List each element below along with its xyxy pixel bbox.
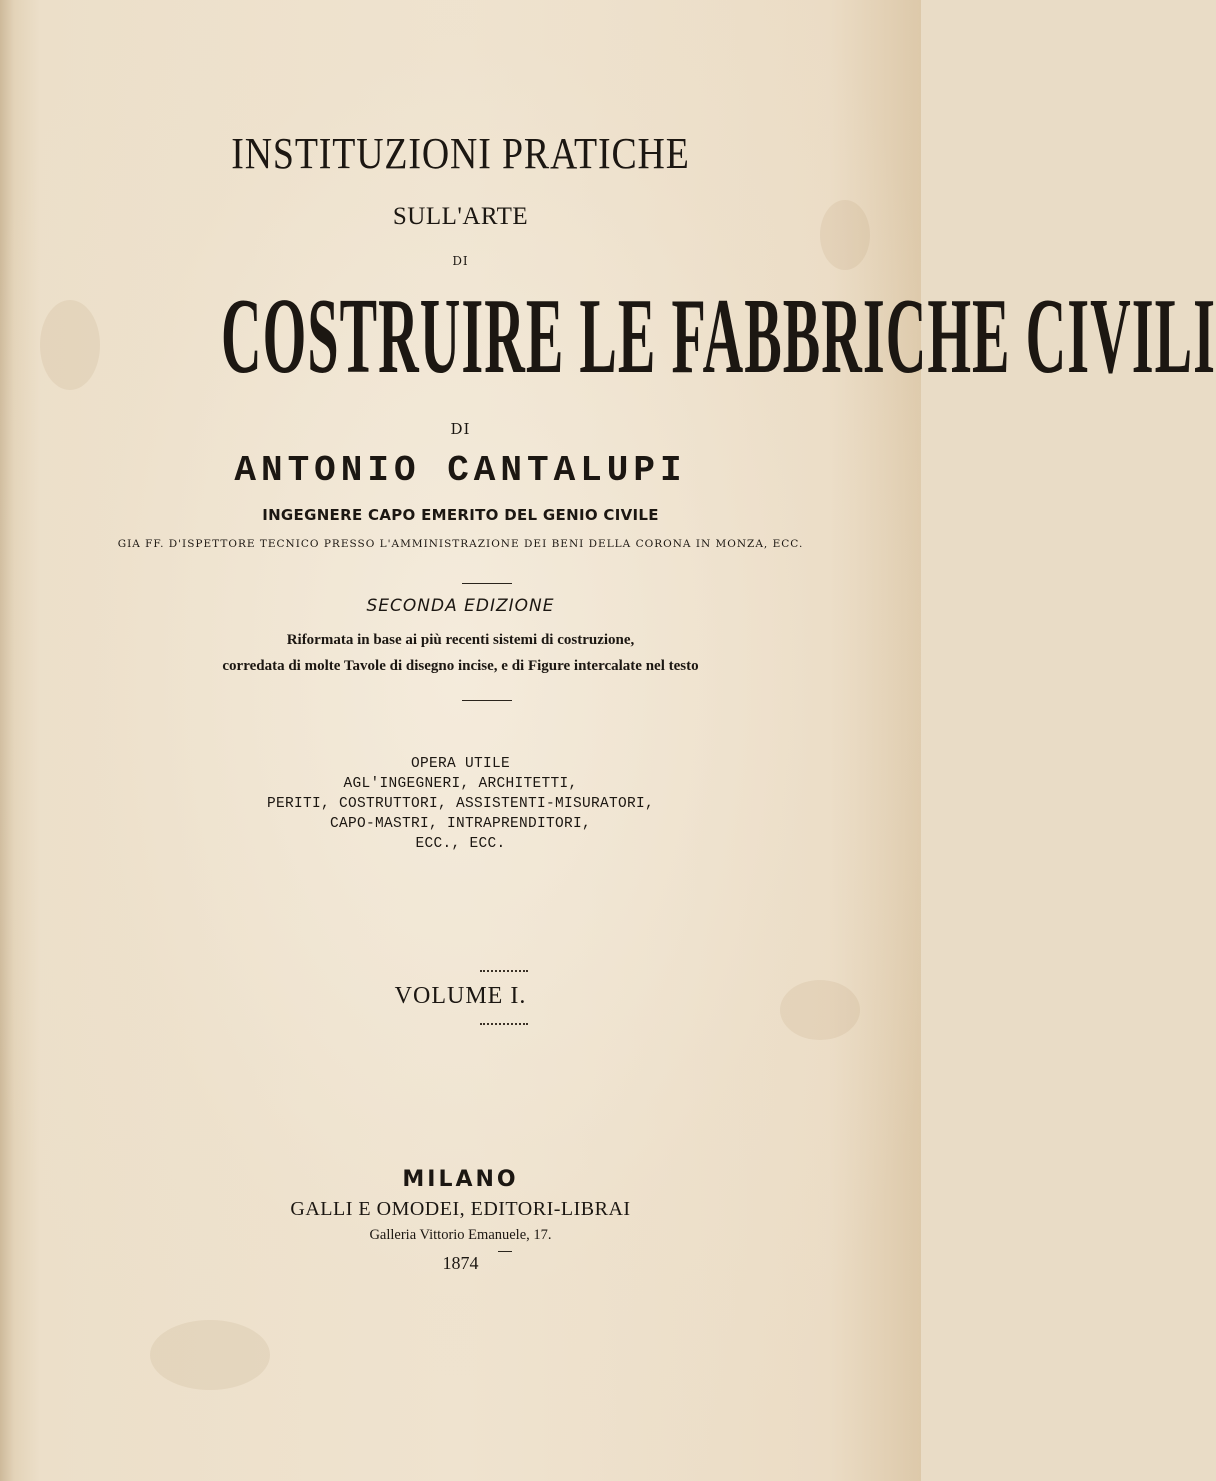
edition-description-line-1: Riformata in base ai più recenti sistemi di costruzione, (286, 632, 635, 648)
volume-number: VOLUME I. (394, 983, 527, 1009)
separator-rule (462, 583, 512, 584)
audience-line: CAPO-MASTRI, INTRAPRENDITORI, (329, 816, 592, 832)
separator-rule (498, 1251, 512, 1252)
paper-stain (150, 1320, 270, 1390)
edition-label: SECONDA EDIZIONE (366, 596, 555, 616)
ornament-dots (480, 1023, 528, 1025)
title-line-1: INSTITUZIONI PRATICHE (231, 129, 690, 178)
separator-rule (462, 700, 512, 701)
audience-line: PERITI, COSTRUTTORI, ASSISTENTI-MISURATORI, (266, 796, 655, 812)
ornament-dots (480, 970, 528, 972)
audience-line: AGL'INGEGNERI, ARCHITETTI, (343, 776, 578, 792)
main-title: COSTRUIRE LE FABBRICHE CIVILI (221, 277, 1216, 396)
audience-line: ECC., ECC. (415, 836, 506, 852)
title-connector-2: DI (450, 420, 471, 438)
author-former-role: GIA FF. D'ISPETTORE TECNICO PRESSO L'AMMINISTRAZIONE DEI BENI DELLA CORONA IN MONZA, ECC. (117, 538, 804, 550)
imprint-year: 1874 (442, 1253, 479, 1273)
author-name: ANTONIO CANTALUPI (234, 450, 687, 491)
imprint-publisher: GALLI E OMODEI, EDITORI-LIBRAI (290, 1198, 631, 1220)
imprint-city: MILANO (402, 1167, 519, 1192)
edition-description-line-2: corredata di molte Tavole di disegno incise, e di Figure intercalate nel testo (222, 658, 699, 674)
author-role: INGEGNERE CAPO EMERITO DEL GENIO CIVILE (262, 506, 659, 524)
title-line-2: SULL'ARTE (392, 203, 529, 230)
imprint-address: Galleria Vittorio Emanuele, 17. (369, 1227, 552, 1243)
title-connector-1: DI (452, 254, 469, 268)
paper-stain (40, 300, 100, 390)
audience-line: OPERA UTILE (410, 756, 510, 772)
